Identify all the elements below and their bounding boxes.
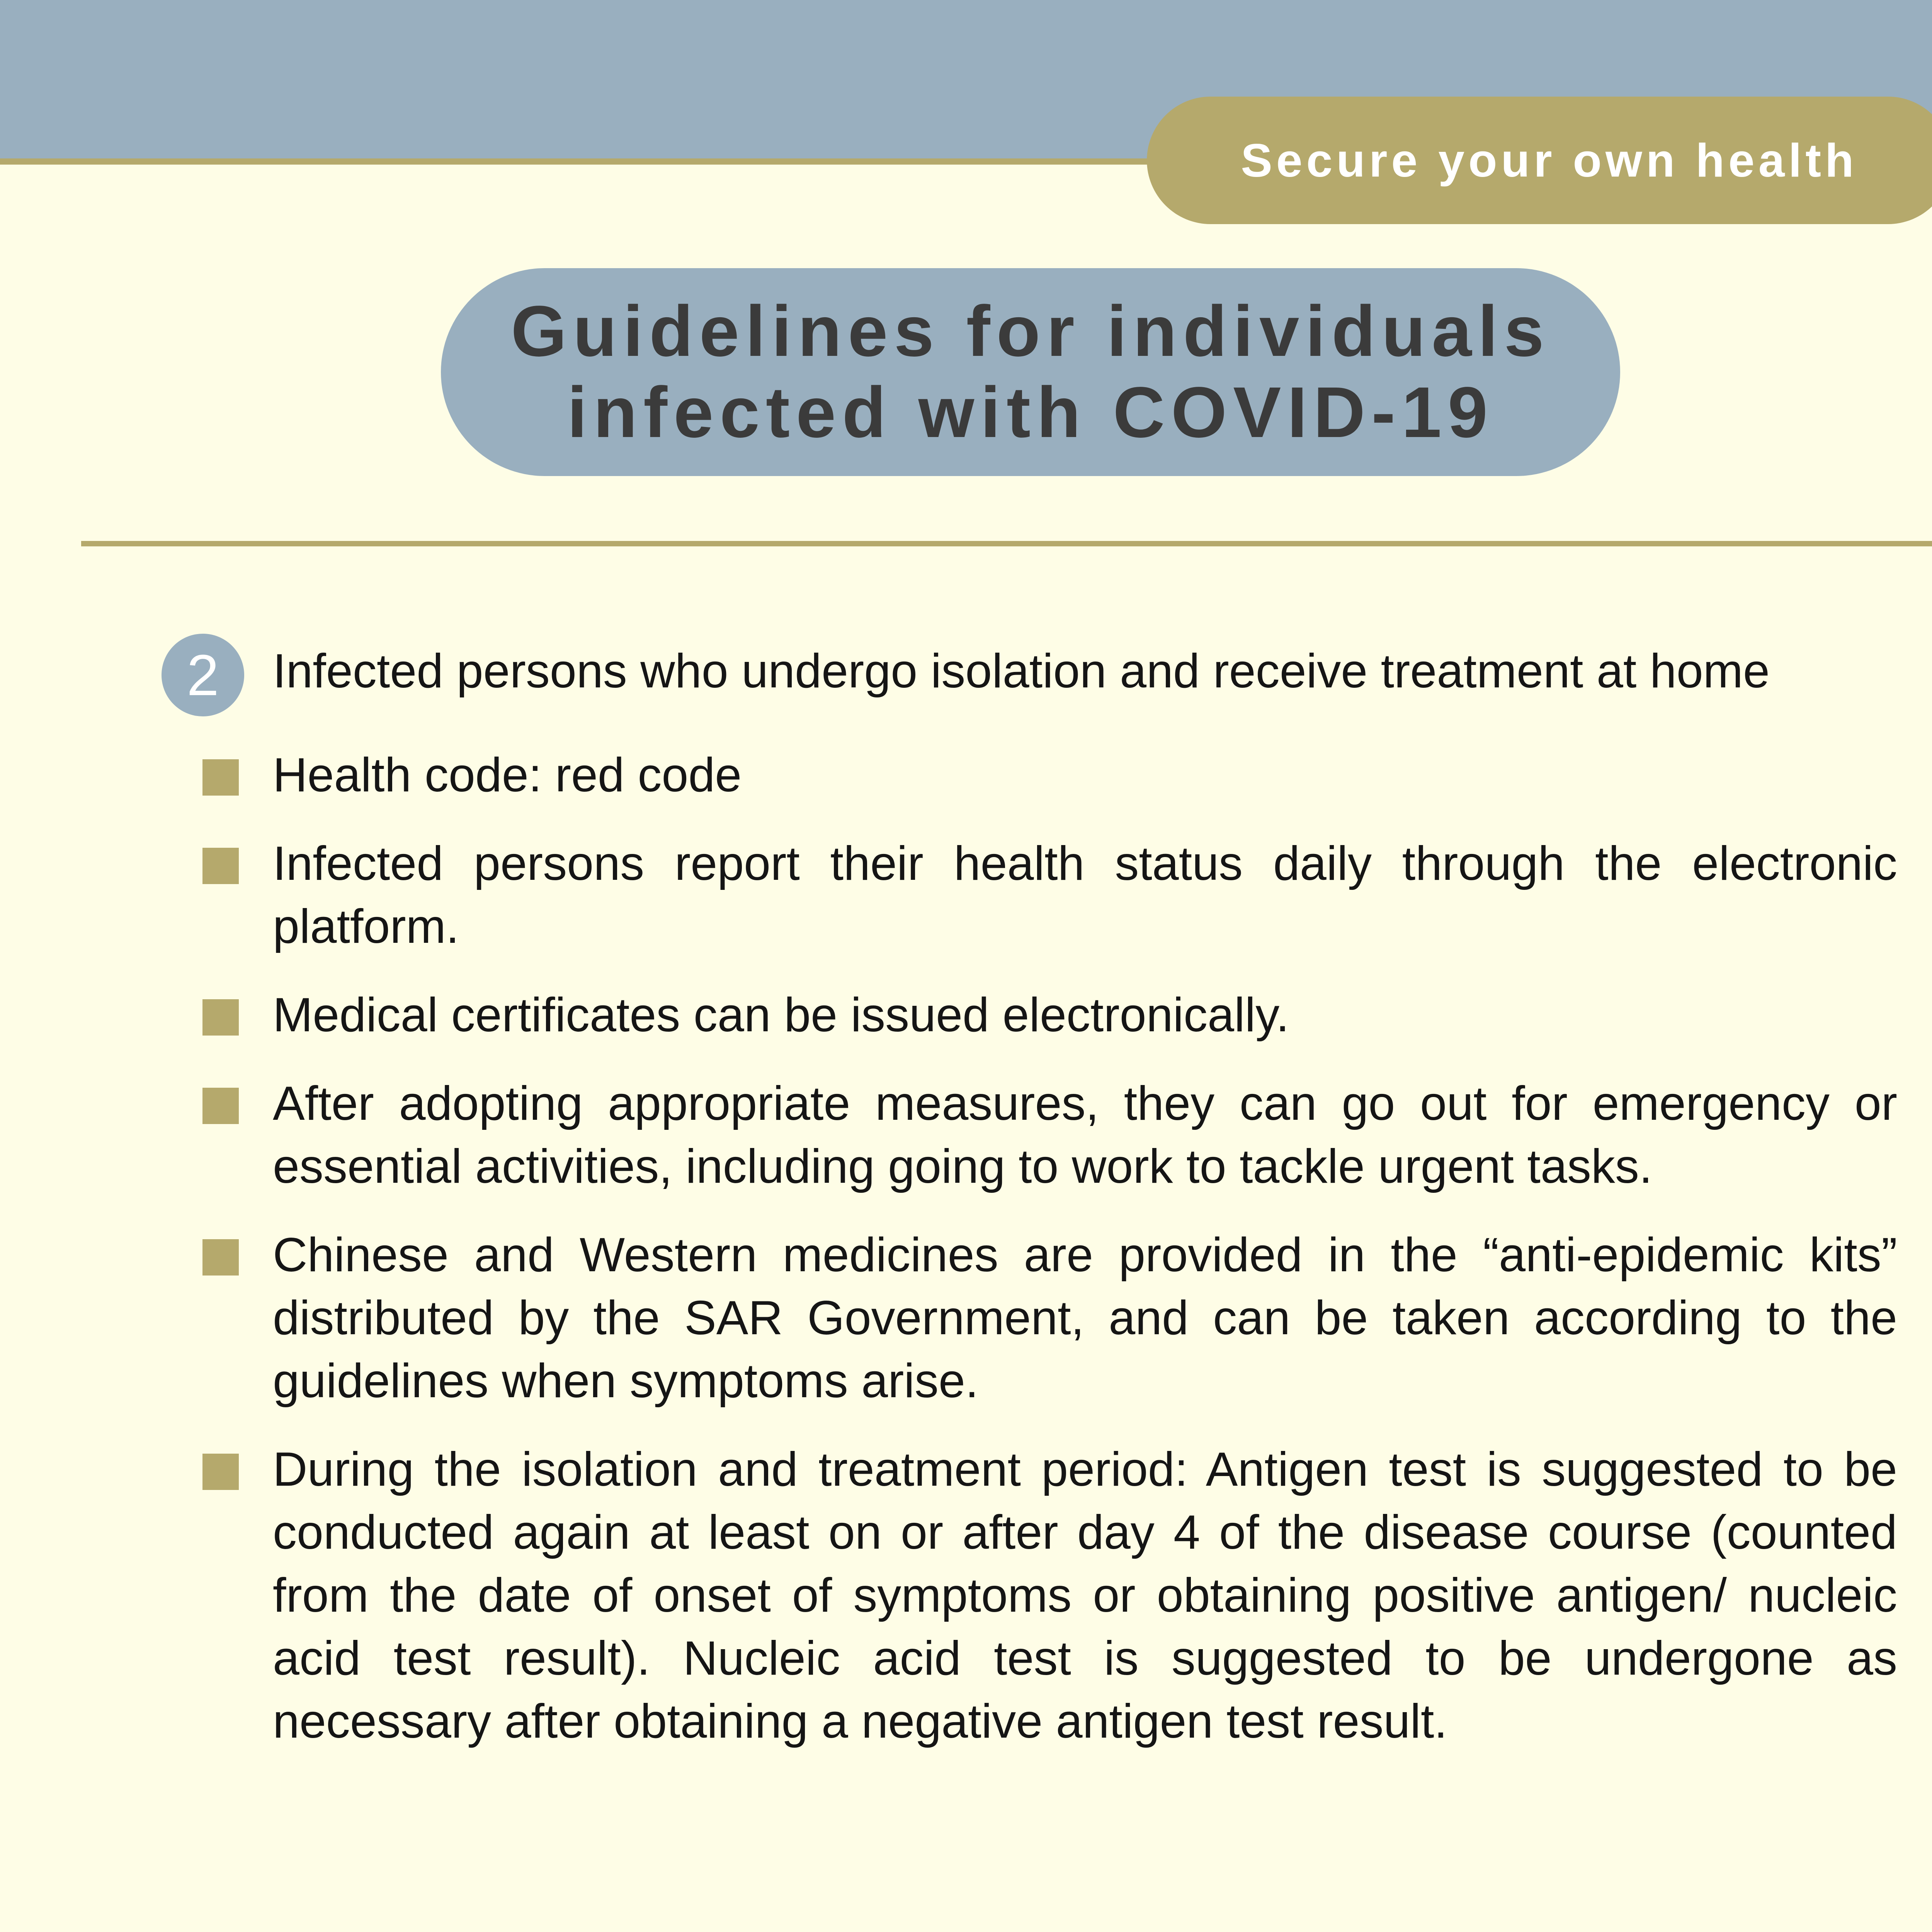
guideline-item — [273, 1072, 1897, 1198]
bullet-square-icon — [202, 1088, 239, 1124]
page-title-line-1: Guidelines for individuals — [511, 291, 1550, 371]
guideline-text: Infected persons report their health status daily through the electronic platform. — [273, 837, 1897, 953]
bullet-square-icon — [202, 999, 239, 1036]
guideline-item — [273, 832, 1897, 958]
guideline-item — [273, 1224, 1897, 1413]
page-title-line-2: infected with COVID-19 — [567, 372, 1494, 452]
page-title — [441, 268, 1620, 476]
section-tag-label: Secure your own health — [1241, 134, 1858, 187]
section-tag — [1147, 97, 1932, 224]
section-heading: Infected persons who undergo isolation and receive treatment at home — [273, 645, 1770, 698]
bullet-square-icon — [202, 759, 239, 796]
bullet-square-icon — [202, 1239, 239, 1276]
guideline-text: During the isolation and treatment period: Antigen test is suggested to be conducted again at least on or after day 4 of the disease course (counted from the date of onset of symptoms or obtaining positive antigen/ nucleic acid test result). Nucleic acid test is suggested to be undergone as necessary after obtaining a negative antigen test result. — [273, 1443, 1897, 1748]
guideline-item — [273, 744, 1897, 807]
guideline-item — [273, 1438, 1897, 1753]
guideline-item — [273, 984, 1897, 1047]
bullet-square-icon — [202, 848, 239, 884]
guideline-list — [273, 744, 1897, 1779]
divider — [81, 541, 1932, 546]
guideline-text: Medical certificates can be issued electronically. — [273, 988, 1289, 1042]
guideline-text: After adopting appropriate measures, they can go out for emergency or essential activities, including going to work to tackle urgent tasks. — [273, 1077, 1897, 1193]
section-number-badge: 2 — [162, 634, 244, 716]
bullet-square-icon — [202, 1454, 239, 1490]
guideline-text: Health code: red code — [273, 748, 742, 802]
guideline-text: Chinese and Western medicines are provided in the “anti-epidemic kits” distributed by the SAR Government, and can be taken according to the guidelines when symptoms arise. — [273, 1228, 1897, 1408]
